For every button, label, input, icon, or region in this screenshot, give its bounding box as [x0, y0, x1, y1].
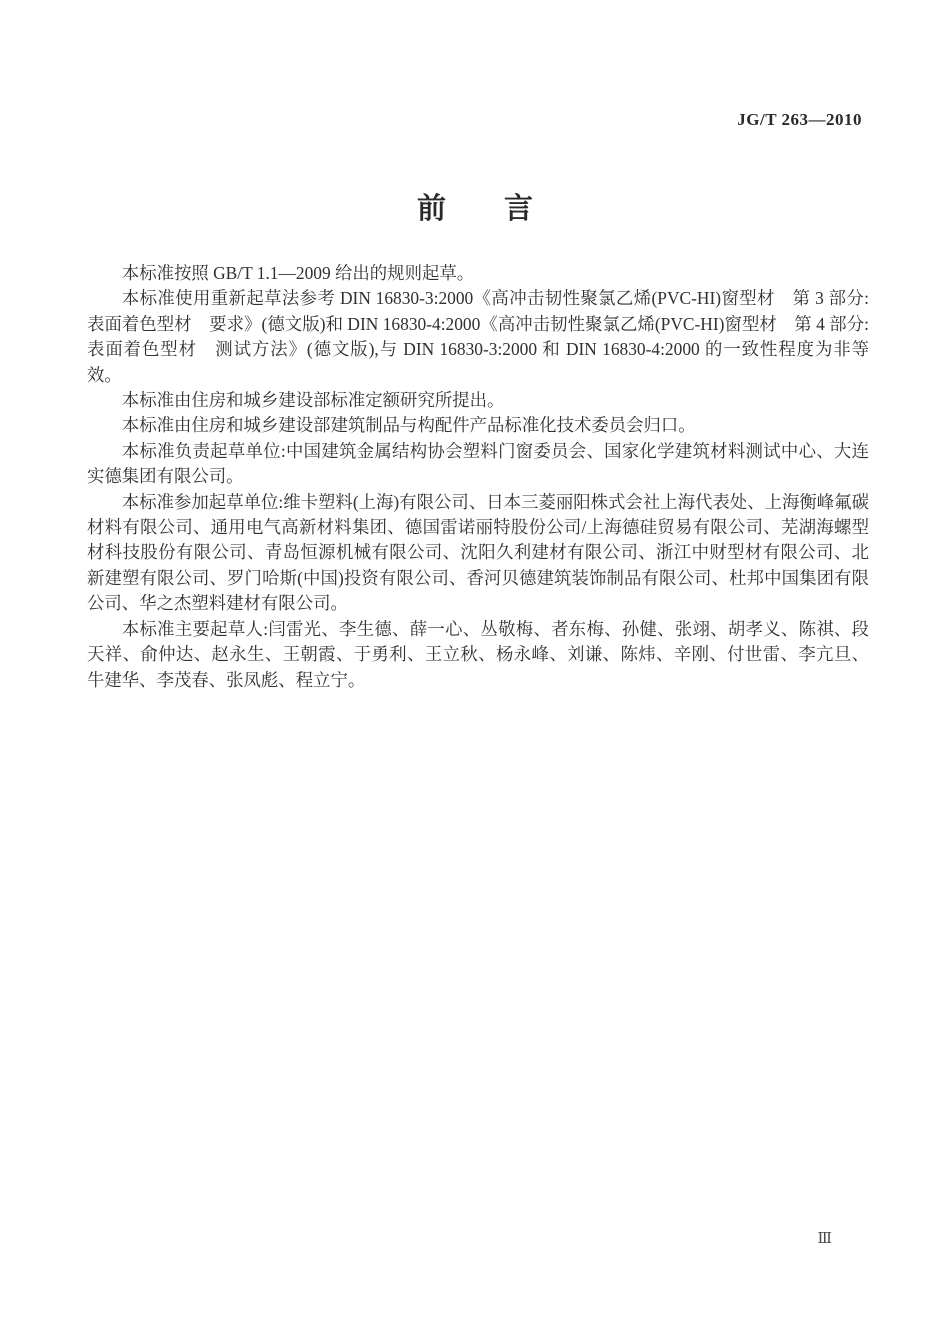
paragraph-reference-standards: 本标准使用重新起草法参考 DIN 16830-3:2000《高冲击韧性聚氯乙烯(PVC-HI)窗型材 第 3 部分:表面着色型材 要求》(德文版)和 DIN 16830-4:2000《高冲击韧性聚氯乙烯(PVC-HI)窗型材 第 4 部分:表面着色型材 测试方法》(德文版),与 DIN 16830-3:2000 和 DIN 16830-4:2000 的一致性程度为非等效。 [87, 288, 869, 385]
paragraph-proposed-by: 本标准由住房和城乡建设部标准定额研究所提出。 [121, 390, 505, 411]
page-number: Ⅲ [817, 1231, 832, 1247]
paragraph-drafting-rules: 本标准按照 GB/T 1.1—2009 给出的规则起草。 [121, 263, 475, 283]
paragraph-chief-drafters: 本标准主要起草人:闫雷光、李生德、薛一心、丛敬梅、者东梅、孙健、张翊、胡孝义、陈祺、段天祥、俞仲达、赵永生、王朝霞、于勇利、王立秋、杨永峰、刘谦、陈炜、辛刚、付世雷、李亢旦、牛建华、李茂春、张凤彪、程立宁。 [87, 618, 869, 690]
paragraph-participating-organizations: 本标准参加起草单位:维卡塑料(上海)有限公司、日本三菱丽阳株式会社上海代表处、上海衡峰氟碳材料有限公司、通用电气高新材料集团、德国雷诺丽特股份公司/上海德硅贸易有限公司、芜湖海螺型材科技股份有限公司、青岛恒源机械有限公司、沈阳久利建材有限公司、浙江中财型材有限公司、北新建塑有限公司、罗门哈斯(中国)投资有限公司、香河贝德建筑装饰制品有限公司、杜邦中国集团有限公司、华之杰塑料建材有限公司。 [87, 491, 869, 614]
paragraph-centralized-by: 本标准由住房和城乡建设部建筑制品与构配件产品标准化技术委员会归口。 [121, 415, 696, 436]
foreword-body [87, 261, 869, 693]
standard-number: JG/T 263—2010 [737, 110, 862, 129]
page-title: 前 言 [416, 193, 533, 225]
paragraph-chief-drafting-organizations: 本标准负责起草单位:中国建筑金属结构协会塑料门窗委员会、国家化学建筑材料测试中心、大连实德集团有限公司。 [87, 440, 869, 487]
